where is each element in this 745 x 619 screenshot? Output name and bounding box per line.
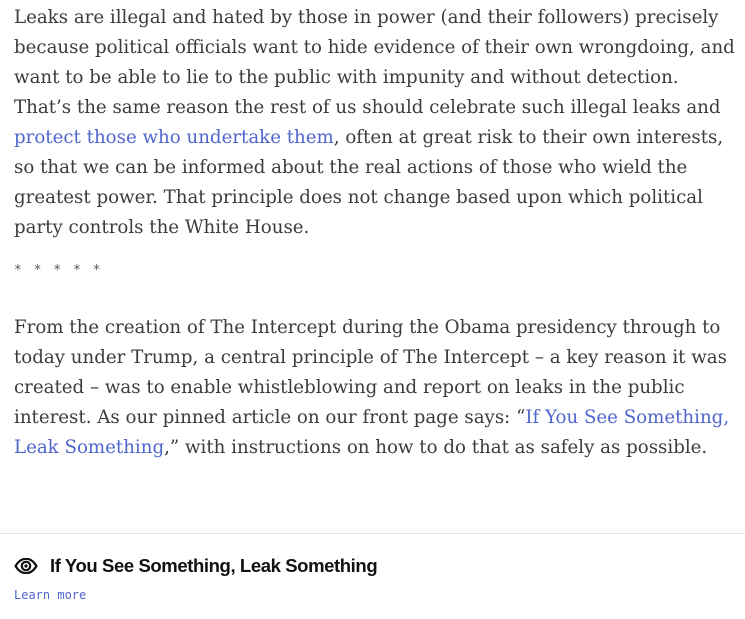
promo-header[interactable] bbox=[14, 552, 377, 580]
promo-divider bbox=[0, 533, 745, 534]
paragraph-1-text-b: , often at great risk to their own interests, so that we can be informed about the real actions of those who wield the greatest power. That principle does not change based upon which political party controls the White House. bbox=[14, 127, 724, 238]
eye-icon bbox=[14, 558, 38, 574]
article-paragraph-2 bbox=[14, 313, 736, 463]
promo-title-link[interactable]: If You See Something, Leak Something bbox=[50, 555, 378, 576]
paragraph-2-text-b: ,” with instructions on how to do that as safely as possible. bbox=[164, 437, 708, 458]
paragraph-1-text-a: Leaks are illegal and hated by those in power (and their followers) precisely because political officials want to hide evidence of their own wrongdoing, and want to be able to lie to the public with impunity and without detection. That’s the same reason the rest of us should celebrate such illegal leaks and bbox=[14, 7, 735, 118]
learn-more-link[interactable]: Learn more bbox=[14, 588, 87, 602]
article-body-2 bbox=[14, 313, 736, 463]
article-paragraph-1 bbox=[14, 3, 736, 243]
protect-whistleblowers-link[interactable]: protect those who undertake them bbox=[14, 127, 334, 148]
leak-something-link[interactable]: If You See Something, Leak Something bbox=[14, 407, 730, 458]
article-body bbox=[14, 3, 736, 243]
section-separator: * * * * * bbox=[14, 263, 103, 278]
paragraph-2-text-a: From the creation of The Intercept during the Obama presidency through to today under Trump, a central principle of The Intercept – a key reason it was created – was to enable whistleblowing and report on leaks in the public interest. As our pinned article on our front page says: “ bbox=[14, 317, 727, 428]
